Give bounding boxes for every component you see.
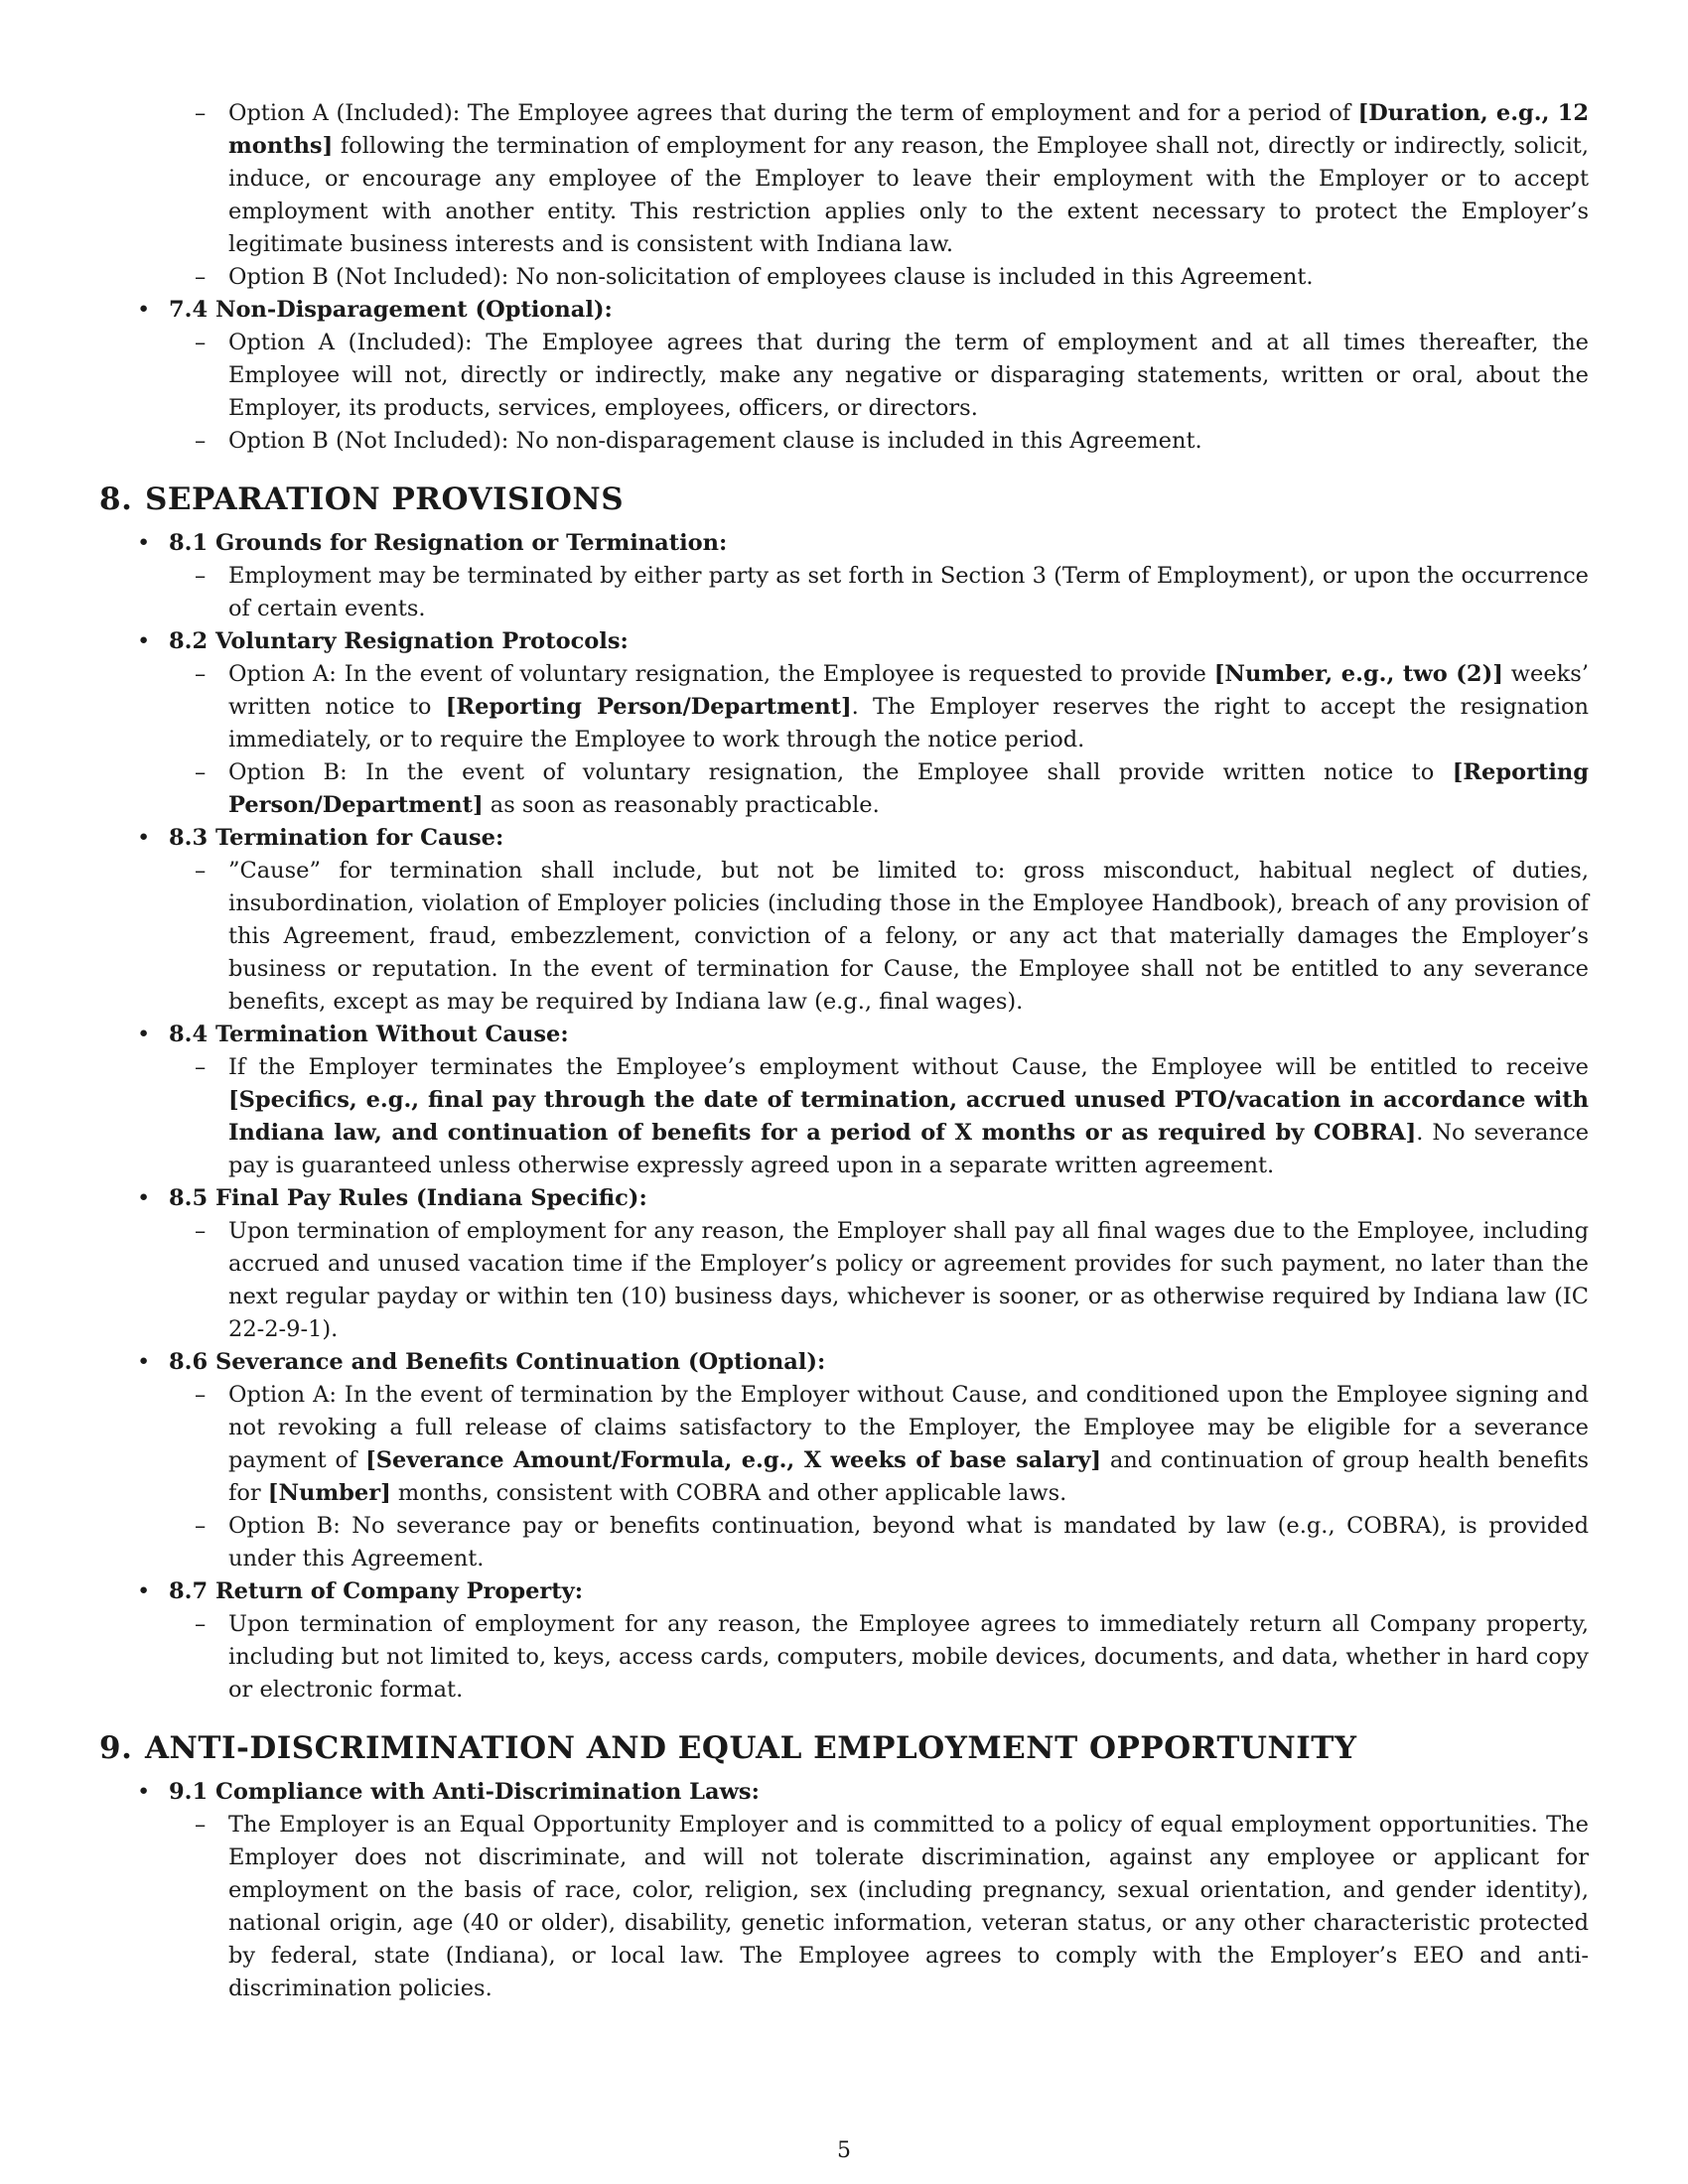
bullet-marker: •: [137, 628, 151, 654]
dash-marker: –: [195, 1513, 207, 1539]
clause-8-1-text: – Employment may be terminated by either party as set forth in Section 3 (Term of Employment), or upon the occurrence of certain events.: [99, 560, 1589, 625]
dash-marker: –: [195, 661, 207, 687]
clause-9-1-text: – The Employer is an Equal Opportunity Employer and is committed to a policy of equal employment opportunities. The Employer does not discriminate, and will not tolerate discrimination, against any employee or applicant for employment on the basis of race, color, religion, sex (including pregnancy, sexual orientation, and gender identity), national origin, age (40 or older), disability, genetic information, veteran status, or any other characteristic protected by federal, state (Indiana), or local law. The Employee agrees to comply with the Employer’s EEO and anti-discrimination policies.: [99, 1809, 1589, 2005]
page-number: 5: [837, 2138, 851, 2163]
dash-marker: –: [195, 1611, 207, 1637]
dash-marker: –: [195, 100, 207, 126]
clause-8-2-heading: • 8.2 Voluntary Resignation Protocols:: [99, 625, 1589, 658]
dash-marker: –: [195, 1054, 207, 1080]
bullet-marker: •: [137, 1022, 151, 1047]
bullet-marker: •: [137, 530, 151, 556]
bullet-marker: •: [137, 825, 151, 851]
dash-marker: –: [195, 858, 207, 884]
dash-marker: –: [195, 1218, 207, 1244]
clause-8-4-heading: • 8.4 Termination Without Cause:: [99, 1019, 1589, 1051]
clause-8-6-option-b: – Option B: No severance pay or benefits continuation, beyond what is mandated by law (e.g., COBRA), is provided under this Agreement.: [99, 1510, 1589, 1575]
dash-marker: –: [195, 563, 207, 589]
clause-8-2-option-b: – Option B: In the event of voluntary resignation, the Employee shall provide written notice to [Reporting Person/Department] as soon as reasonably practicable.: [99, 756, 1589, 822]
bullet-marker: •: [137, 297, 151, 323]
clause-8-6-option-a: – Option A: In the event of termination by the Employer without Cause, and conditioned upon the Employee signing and not revoking a full release of claims satisfactory to the Employer, the Employee may be eligible for a severance payment of [Severance Amount/Formula, e.g., X weeks of base salary] and continuation of group health benefits for [Number] months, consistent with COBRA and other applicable laws.: [99, 1379, 1589, 1510]
clause-8-4-text: – If the Employer terminates the Employee’s employment without Cause, the Employee will be entitled to receive [Specifics, e.g., final pay through the date of termination, accrued unused PTO/vacation in accordance with Indiana law, and continuation of benefits for a period of X months or as required by COBRA]. No severance pay is guaranteed unless otherwise expressly agreed upon in a separate written agreement.: [99, 1051, 1589, 1182]
dash-marker: –: [195, 264, 207, 290]
clause-8-3-text: – ”Cause” for termination shall include, but not be limited to: gross misconduct, habitual neglect of duties, insubordination, violation of Employer policies (including those in the Employee Handbook), breach of any provision of this Agreement, fraud, embezzlement, conviction of a felony, or any act that materially damages the Employer’s business or reputation. In the event of termination for Cause, the Employee shall not be entitled to any severance benefits, except as may be required by Indiana law (e.g., final wages).: [99, 855, 1589, 1019]
option-a-non-disparagement: – Option A (Included): The Employee agrees that during the term of employment and at all times thereafter, the Employee will not, directly or indirectly, make any negative or disparaging statements, written or oral, about the Employer, its products, services, employees, officers, or directors.: [99, 327, 1589, 425]
clause-7-4-heading: • 7.4 Non-Disparagement (Optional):: [99, 294, 1589, 327]
dash-marker: –: [195, 759, 207, 785]
dash-marker: –: [195, 1382, 207, 1408]
option-b-non-solicitation: – Option B (Not Included): No non-solicitation of employees clause is included in this Agreement.: [99, 261, 1589, 294]
bullet-marker: •: [137, 1779, 151, 1805]
clause-8-5-text: – Upon termination of employment for any reason, the Employer shall pay all final wages due to the Employee, including accrued and unused vacation time if the Employer’s policy or agreement provides for such payment, no later than the next regular payday or within ten (10) business days, whichever is sooner, or as otherwise required by Indiana law (IC 22-2-9-1).: [99, 1215, 1589, 1346]
section-9-heading: 9. ANTI-DISCRIMINATION AND EQUAL EMPLOYMENT OPPORTUNITY: [99, 1730, 1357, 1766]
dash-marker: –: [195, 428, 207, 454]
dash-marker: –: [195, 1812, 207, 1838]
clause-9-1-heading: • 9.1 Compliance with Anti-Discrimination Laws:: [99, 1776, 1589, 1809]
clause-8-5-heading: • 8.5 Final Pay Rules (Indiana Specific):: [99, 1182, 1589, 1215]
clause-8-1-heading: • 8.1 Grounds for Resignation or Termination:: [99, 527, 1589, 560]
dash-marker: –: [195, 330, 207, 355]
option-b-non-disparagement: – Option B (Not Included): No non-disparagement clause is included in this Agreement.: [99, 425, 1589, 458]
clause-8-2-option-a: – Option A: In the event of voluntary resignation, the Employee is requested to provide [Number, e.g., two (2)] weeks’ written notice to [Reporting Person/Department]. The Employer reserves the right to accept the resignation immediately, or to require the Employee to work through the notice period.: [99, 658, 1589, 756]
clause-8-7-heading: • 8.7 Return of Company Property:: [99, 1575, 1589, 1608]
clause-8-6-heading: • 8.6 Severance and Benefits Continuation (Optional):: [99, 1346, 1589, 1379]
page-content: [99, 97, 1589, 2005]
bullet-marker: •: [137, 1185, 151, 1211]
bullet-marker: •: [137, 1578, 151, 1604]
bullet-marker: •: [137, 1349, 151, 1375]
section-8-heading: 8. SEPARATION PROVISIONS: [99, 481, 625, 517]
clause-8-3-heading: • 8.3 Termination for Cause:: [99, 822, 1589, 855]
option-a-non-solicitation: – Option A (Included): The Employee agrees that during the term of employment and for a period of [Duration, e.g., 12 months] following the termination of employment for any reason, the Employee shall not, directly or indirectly, solicit, induce, or encourage any employee of the Employer to leave their employment with the Employer or to accept employment with another entity. This restriction applies only to the extent necessary to protect the Employer’s legitimate business interests and is consistent with Indiana law.: [99, 97, 1589, 261]
clause-8-7-text: – Upon termination of employment for any reason, the Employee agrees to immediately return all Company property, including but not limited to, keys, access cards, computers, mobile devices, documents, and data, whether in hard copy or electronic format.: [99, 1608, 1589, 1706]
